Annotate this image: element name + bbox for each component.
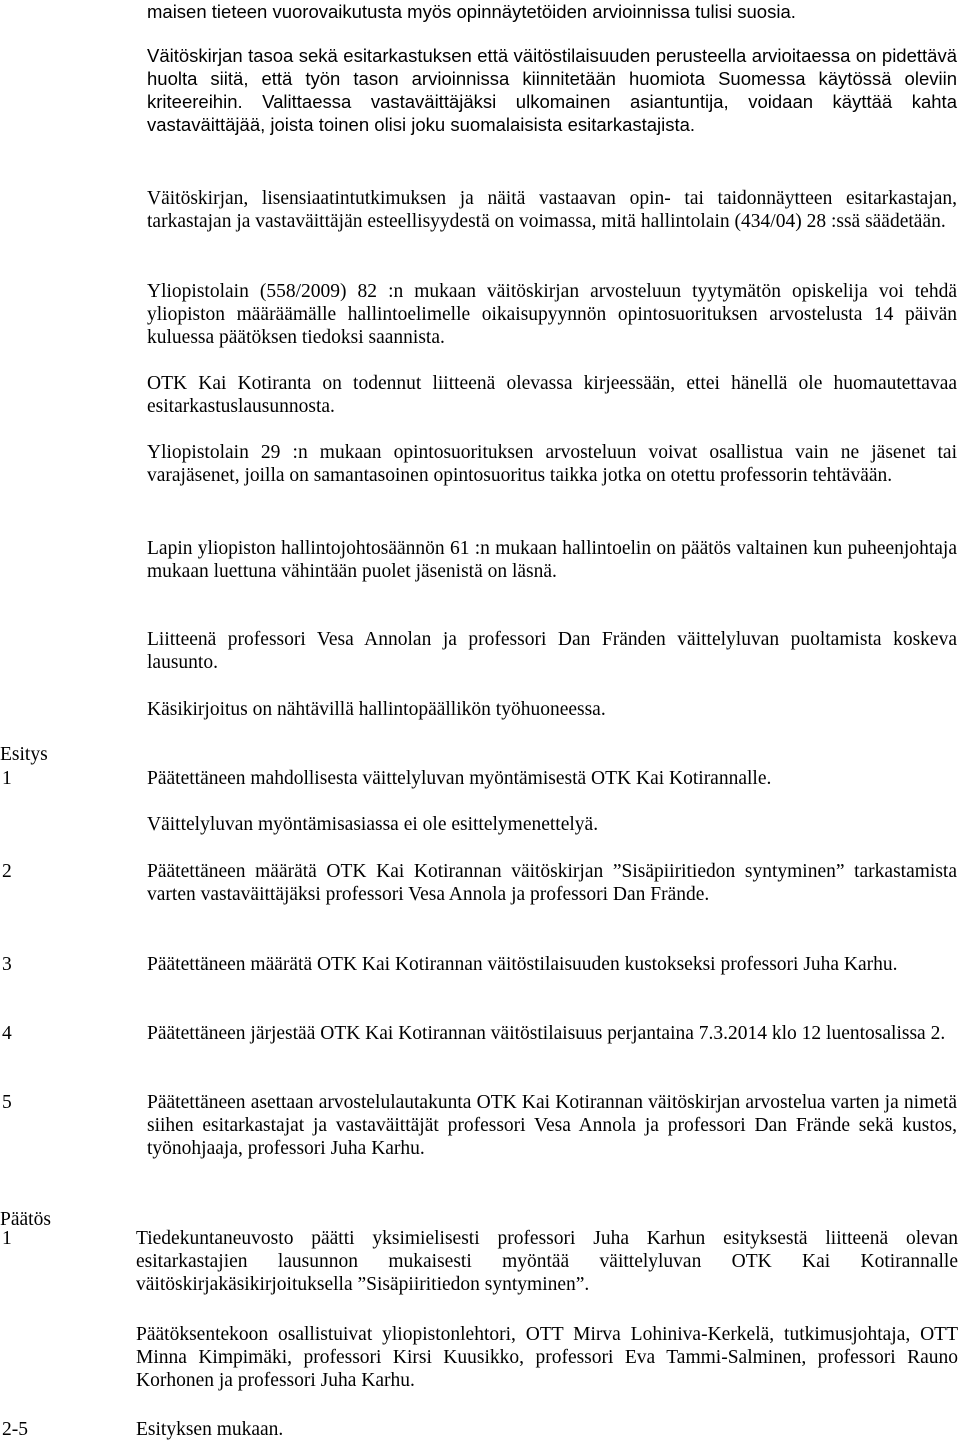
paatos-item-text: Esityksen mukaan. (136, 1419, 284, 1440)
esitys-item-text: Päätettäneen mahdollisesta väittelyluvan myöntämisestä OTK Kai Kotirannalle. (147, 768, 772, 789)
paragraph-no-remarks: OTK Kai Kotiranta on todennut liitteenä olevassa kirjeessään, ettei hänellä ole huomautettavaa esitarkastuslausunnosta. (147, 373, 957, 417)
section-heading-paatos: Päätös (0, 1209, 51, 1230)
esitys-item-number: 5 (2, 1092, 12, 1113)
esitys-item-number: 1 (2, 768, 12, 789)
paatos-item-note: Päätöksentekoon osallistuivat yliopistonlehtori, OTT Mirva Lohiniva-Kerkelä, tutkimusjohtaja, OTT Minna Kimpimäki, professori Kirsi Kuusikko, professori Eva Tammi-Salminen, professori Rauno Korhonen ja professori Juha Karhu. (136, 1324, 958, 1391)
paatos-item-text: Tiedekuntaneuvosto päätti yksimielisesti professori Juha Karhun esityksestä liitteenä olevan esitarkastajien lausunnon mukaisesti myöntää väittelyluvan OTK Kai Kotirannalle väitöskirjakäsikirjoituksella ”Sisäpiiritiedon syntyminen”. (136, 1228, 958, 1295)
paatos-item-number: 1 (2, 1228, 12, 1249)
paragraph-manuscript: Käsikirjoitus on nähtävillä hallintopäällikön työhuoneessa. (147, 699, 606, 720)
paragraph-quorum: Lapin yliopiston hallintojohtosäännön 61 :n mukaan hallintoelin on päätös valtainen kun puheenjohtaja mukaan luettuna vähintään puolet jäsenistä on läsnä. (147, 538, 957, 582)
esitys-item-number: 2 (2, 861, 12, 882)
esitys-item-text: Päätettäneen määrätä OTK Kai Kotirannan väitöstilaisuuden kustokseksi professori Juha Karhu. (147, 954, 898, 975)
esitys-item-text: Päätettäneen asettaan arvostelulautakunta OTK Kai Kotirannan väitöskirjan arvostelua varten ja nimetä siihen esitarkastajat ja vastaväittäjät professori Vesa Annola ja professori Dan Frände sekä kustos, työnohjaaja, professori Juha Karhu. (147, 1092, 957, 1159)
paragraph-intro-tail: maisen tieteen vuorovaikutusta myös opinnäytetöiden arvioinnissa tulisi suosia. (147, 1, 796, 22)
section-heading-esitys: Esitys (0, 744, 48, 765)
esitys-item-note: Väittelyluvan myöntämisasiassa ei ole esittelymenettelyä. (147, 814, 599, 835)
esitys-item-number: 4 (2, 1023, 12, 1044)
esitys-item-text: Päätettäneen määrätä OTK Kai Kotirannan väitöskirjan ”Sisäpiiritiedon syntyminen” tarkastamista varten vastaväittäjäksi professori Vesa Annola ja professori Dan Frände. (147, 861, 957, 905)
paragraph-appeal: Yliopistolain (558/2009) 82 :n mukaan väitöskirjan arvosteluun tyytymätön opiskelija voi tehdä yliopiston määräämälle hallintoelimelle oikaisupyynnön opintosuorituksen arvostelusta 14 päivän kuluessa päätöksen tiedoksi saannista. (147, 281, 957, 348)
esitys-item-number: 3 (2, 954, 12, 975)
paragraph-evaluation-criteria: Väitöskirjan tasoa sekä esitarkastuksen että väitöstilaisuuden perusteella arvioitaessa on pidettävä huolta siitä, että työn tason arvioinnissa kiinnitetään huomiota Suomessa käytössä oleviin kriteereihin. Valittaessa vastaväittäjäksi ulkomainen asiantuntija, voidaan käyttää kahta vastaväittäjää, joista toinen olisi joku suomalaisista esitarkastajista. (147, 45, 957, 135)
paatos-item-number: 2-5 (2, 1419, 28, 1440)
esitys-item-text: Päätettäneen järjestää OTK Kai Kotirannan väitöstilaisuus perjantaina 7.3.2014 klo 12 luentosalissa 2. (147, 1023, 946, 1044)
paragraph-attachment: Liitteenä professori Vesa Annolan ja professori Dan Fränden väittelyluvan puoltamista koskeva lausunto. (147, 629, 957, 673)
paragraph-assessment-participants: Yliopistolain 29 :n mukaan opintosuorituksen arvosteluun voivat osallistua vain ne jäsenet tai varajäsenet, joilla on samantasoinen opintosuoritus taikka jotka on otettu professorin tehtävään. (147, 442, 957, 486)
paragraph-disqualification: Väitöskirjan, lisensiaatintutkimuksen ja näitä vastaavan opin- tai taidonnäytteen esitarkastajan, tarkastajan ja vastaväittäjän esteellisyydestä on voimassa, mitä hallintolain (434/04) 28 :ssä säädetään. (147, 188, 957, 232)
